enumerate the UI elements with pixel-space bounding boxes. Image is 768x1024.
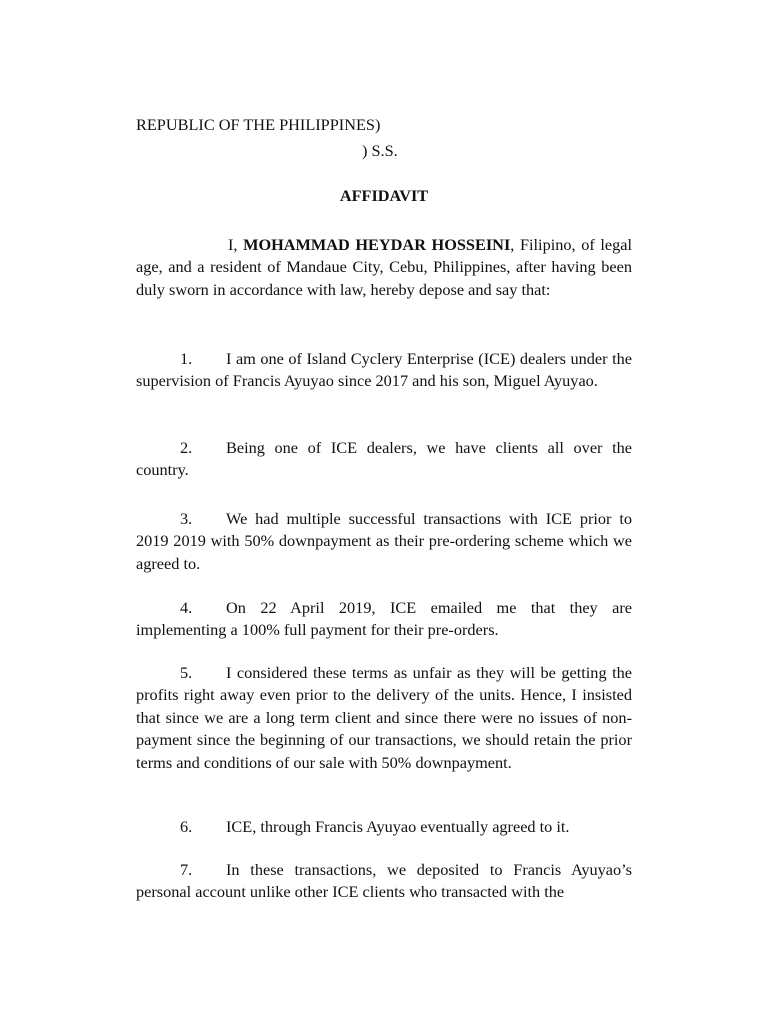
paragraph-text: On 22 April 2019, ICE emailed me that they are implementing a 100% full payment for their pre-orders.: [136, 598, 632, 640]
paragraph-text: We had multiple successful transactions with ICE prior to 2019 2019 with 50% downpayment as their pre-ordering scheme which we agreed to.: [136, 509, 632, 573]
numbered-paragraph-1: [136, 348, 632, 393]
numbered-paragraph-2: [136, 437, 632, 482]
paragraph-number: 4.: [180, 598, 193, 617]
paragraph-number: 3.: [180, 509, 193, 528]
paragraph-number: 1.: [180, 349, 193, 368]
affiant-name: MOHAMMAD HEYDAR HOSSEINI: [243, 235, 511, 254]
paragraph-number: 2.: [180, 438, 193, 457]
intro-rest: , Filipino, of legal age, and a resident of Mandaue City, Cebu, Philippines, after having been duly sworn in accordance with law, hereby depose and say that:: [136, 235, 632, 299]
numbered-paragraph-6: [136, 816, 632, 838]
paragraph-text: ICE, through Francis Ayuyao eventually agreed to it.: [226, 817, 570, 836]
numbered-paragraph-3: [136, 508, 632, 575]
paragraph-text: I considered these terms as unfair as they will be getting the profits right away even prior to the delivery of the units. Hence, I insisted that since we are a long term client and since there were no issues of non-payment since the beginning of our transactions, we should retain the prior terms and conditions of our sale with 50% downpayment.: [136, 663, 632, 772]
numbered-paragraph-7: [136, 859, 632, 904]
paragraph-text: Being one of ICE dealers, we have clients all over the country.: [136, 438, 632, 480]
paragraph-number: 7.: [180, 860, 193, 879]
paragraph-text: I am one of Island Cyclery Enterprise (ICE) dealers under the supervision of Francis Ayuyao since 2017 and his son, Miguel Ayuyao.: [136, 349, 632, 391]
document-title: AFFIDAVIT: [339, 186, 429, 205]
numbered-paragraph-5: [136, 662, 632, 774]
intro-prefix: I,: [228, 235, 244, 254]
numbered-paragraph-4: [136, 597, 632, 642]
ss-venue-line: ) S.S.: [362, 141, 398, 160]
republic-header: REPUBLIC OF THE PHILIPPINES): [136, 115, 381, 134]
paragraph-number: 5.: [180, 663, 193, 682]
intro-paragraph: [136, 234, 632, 301]
paragraph-number: 6.: [180, 817, 193, 836]
paragraph-text: In these transactions, we deposited to Francis Ayuyao’s personal account unlike other ICE clients who transacted with the: [136, 860, 632, 902]
